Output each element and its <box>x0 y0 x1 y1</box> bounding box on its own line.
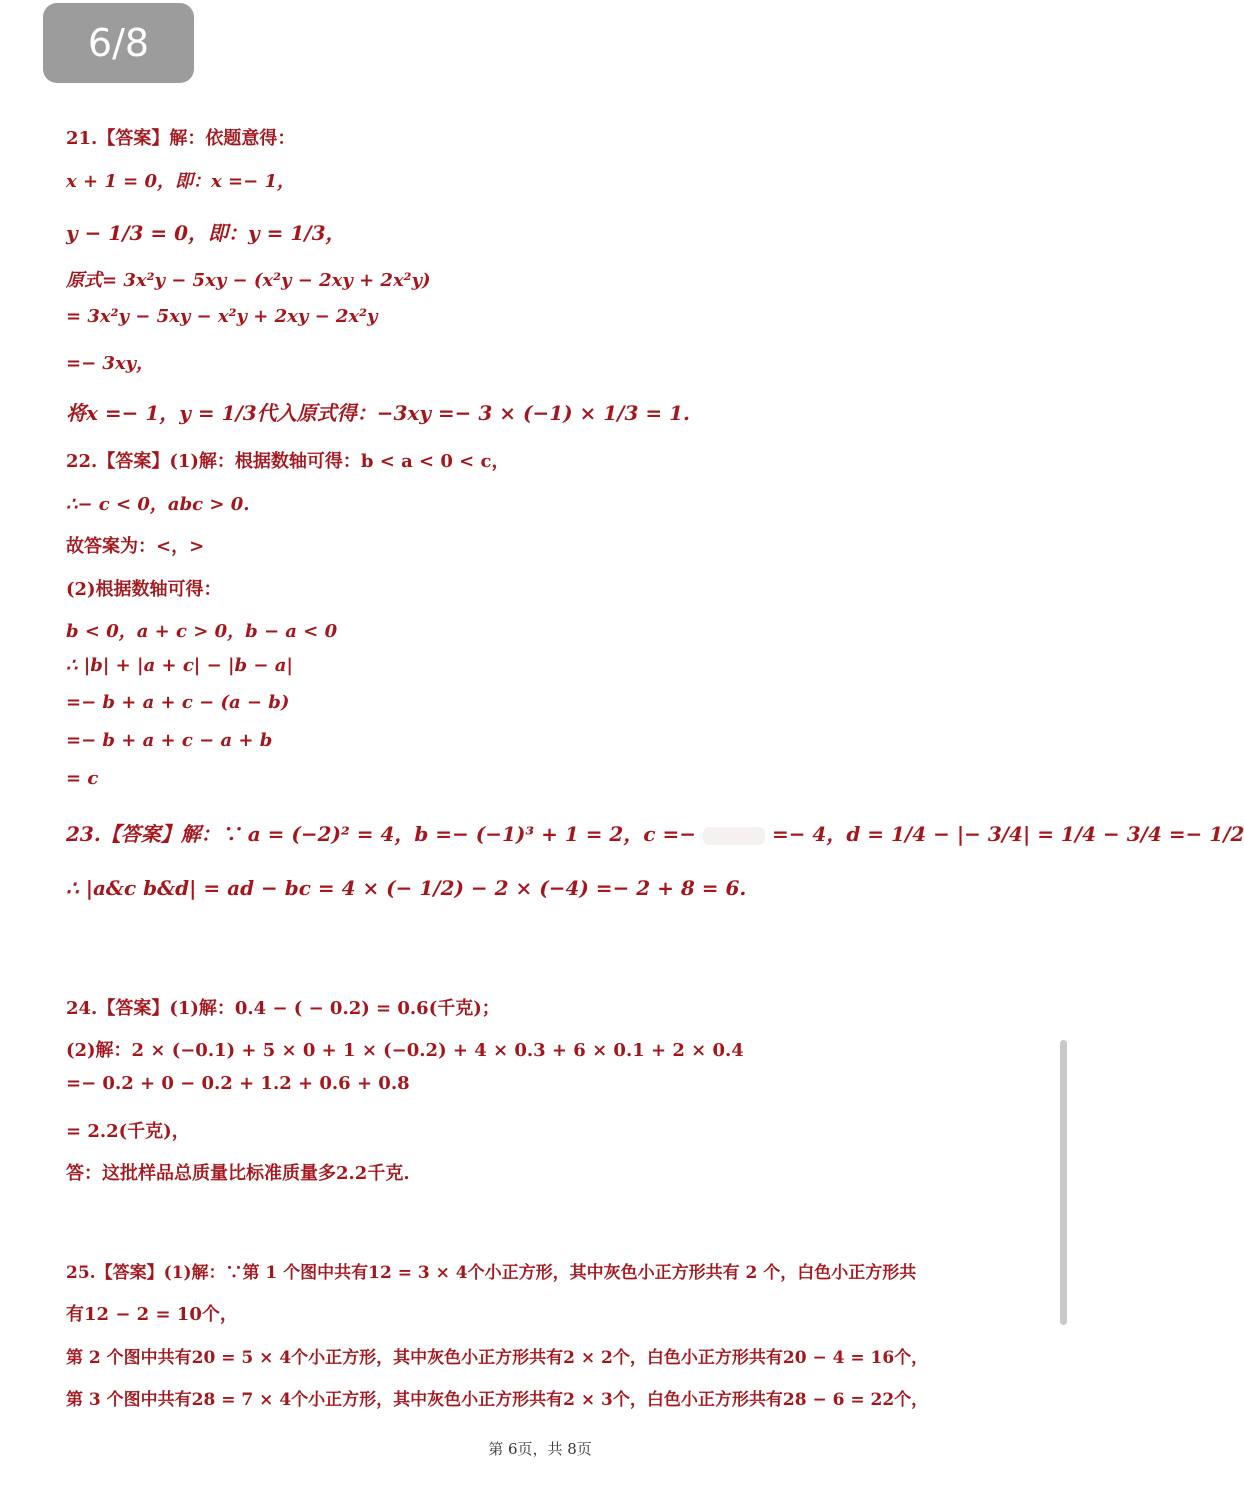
q24-line-1: (2)解：2 × (−0.1) + 5 × 0 + 1 × (−0.2) + 4 × 0.3 + 6 × 0.1 + 2 × 0.4 <box>66 1040 744 1061</box>
q23-line-1: ∴ |a&c b&d| = ad − bc = 4 × (− 1/2) − 2 × (−4) =− 2 + 8 = 6. <box>66 876 747 900</box>
vertical-scrollbar[interactable] <box>1060 1040 1067 1325</box>
q22-line-5: ∴ |b| + |a + c| − |b − a| <box>66 655 293 676</box>
q21-heading: 21.【答案】解：依题意得： <box>66 128 296 149</box>
q21-line-2: y − 1/3 = 0，即：y = 1/3， <box>66 221 346 245</box>
page-indicator-badge <box>43 3 194 83</box>
q22-line-3: (2)根据数轴可得： <box>66 579 222 600</box>
q25-line-2: 第 2 个图中共有20 = 5 × 4个小正方形，其中灰色小正方形共有2 × 2个，白色小正方形共有20 − 4 = 16个， <box>66 1348 929 1368</box>
q23-heading-start: 23.【答案】解：∵ a = (−2)² = 4，b =− (−1)³ + 1 = 2，c =− <box>66 822 696 846</box>
q22-line-7: =− b + a + c − a + b <box>66 730 273 751</box>
q25-line-3: 第 3 个图中共有28 = 7 × 4个小正方形，其中灰色小正方形共有2 × 3个，白色小正方形共有28 − 6 = 22个， <box>66 1390 929 1410</box>
q22-line-4: b < 0，a + c > 0，b − a < 0 <box>66 621 338 642</box>
q21-line-4: = 3x²y − 5xy − x²y + 2xy − 2x²y <box>66 306 378 327</box>
q24-line-2: =− 0.2 + 0 − 0.2 + 1.2 + 0.6 + 0.8 <box>66 1073 410 1094</box>
blurred-redaction <box>703 827 765 845</box>
q24-heading: 24.【答案】(1)解：0.4 − ( − 0.2) = 0.6(千克)； <box>66 998 500 1019</box>
q25-line-1: 有12 − 2 = 10个， <box>66 1304 238 1325</box>
q21-line-6: 将x =− 1，y = 1/3代入原式得：−3xy =− 3 × (−1) × 1/3 = 1. <box>66 401 690 425</box>
q24-line-3: = 2.2(千克)， <box>66 1121 190 1142</box>
q21-line-3: 原式= 3x²y − 5xy − (x²y − 2xy + 2x²y) <box>66 270 431 291</box>
q21-line-5: =− 3xy， <box>66 353 155 374</box>
q23-heading <box>66 823 1244 845</box>
q23-heading-end: =− 4，d = 1/4 − |− 3/4| = 1/4 − 3/4 =− 1/2 <box>771 822 1244 846</box>
q22-line-8: = c <box>66 768 99 789</box>
q24-line-4: 答：这批样品总质量比标准质量多2.2千克. <box>66 1163 410 1184</box>
page-indicator-text: 6/8 <box>87 21 150 65</box>
q22-line-1: ∴− c < 0，abc > 0. <box>66 494 250 515</box>
page-footer: 第 6页，共 8页 <box>488 1440 592 1458</box>
q22-heading: 22.【答案】(1)解：根据数轴可得：b < a < 0 < c， <box>66 451 510 472</box>
q22-line-6: =− b + a + c − (a − b) <box>66 692 290 713</box>
q25-heading: 25.【答案】(1)解：∵第 1 个图中共有12 = 3 × 4个小正方形，其中灰色小正方形共有 2 个，白色小正方形共 <box>66 1263 917 1283</box>
q21-line-1: x + 1 = 0，即：x =− 1， <box>66 171 295 192</box>
q22-line-2: 故答案为：<，> <box>66 536 205 557</box>
